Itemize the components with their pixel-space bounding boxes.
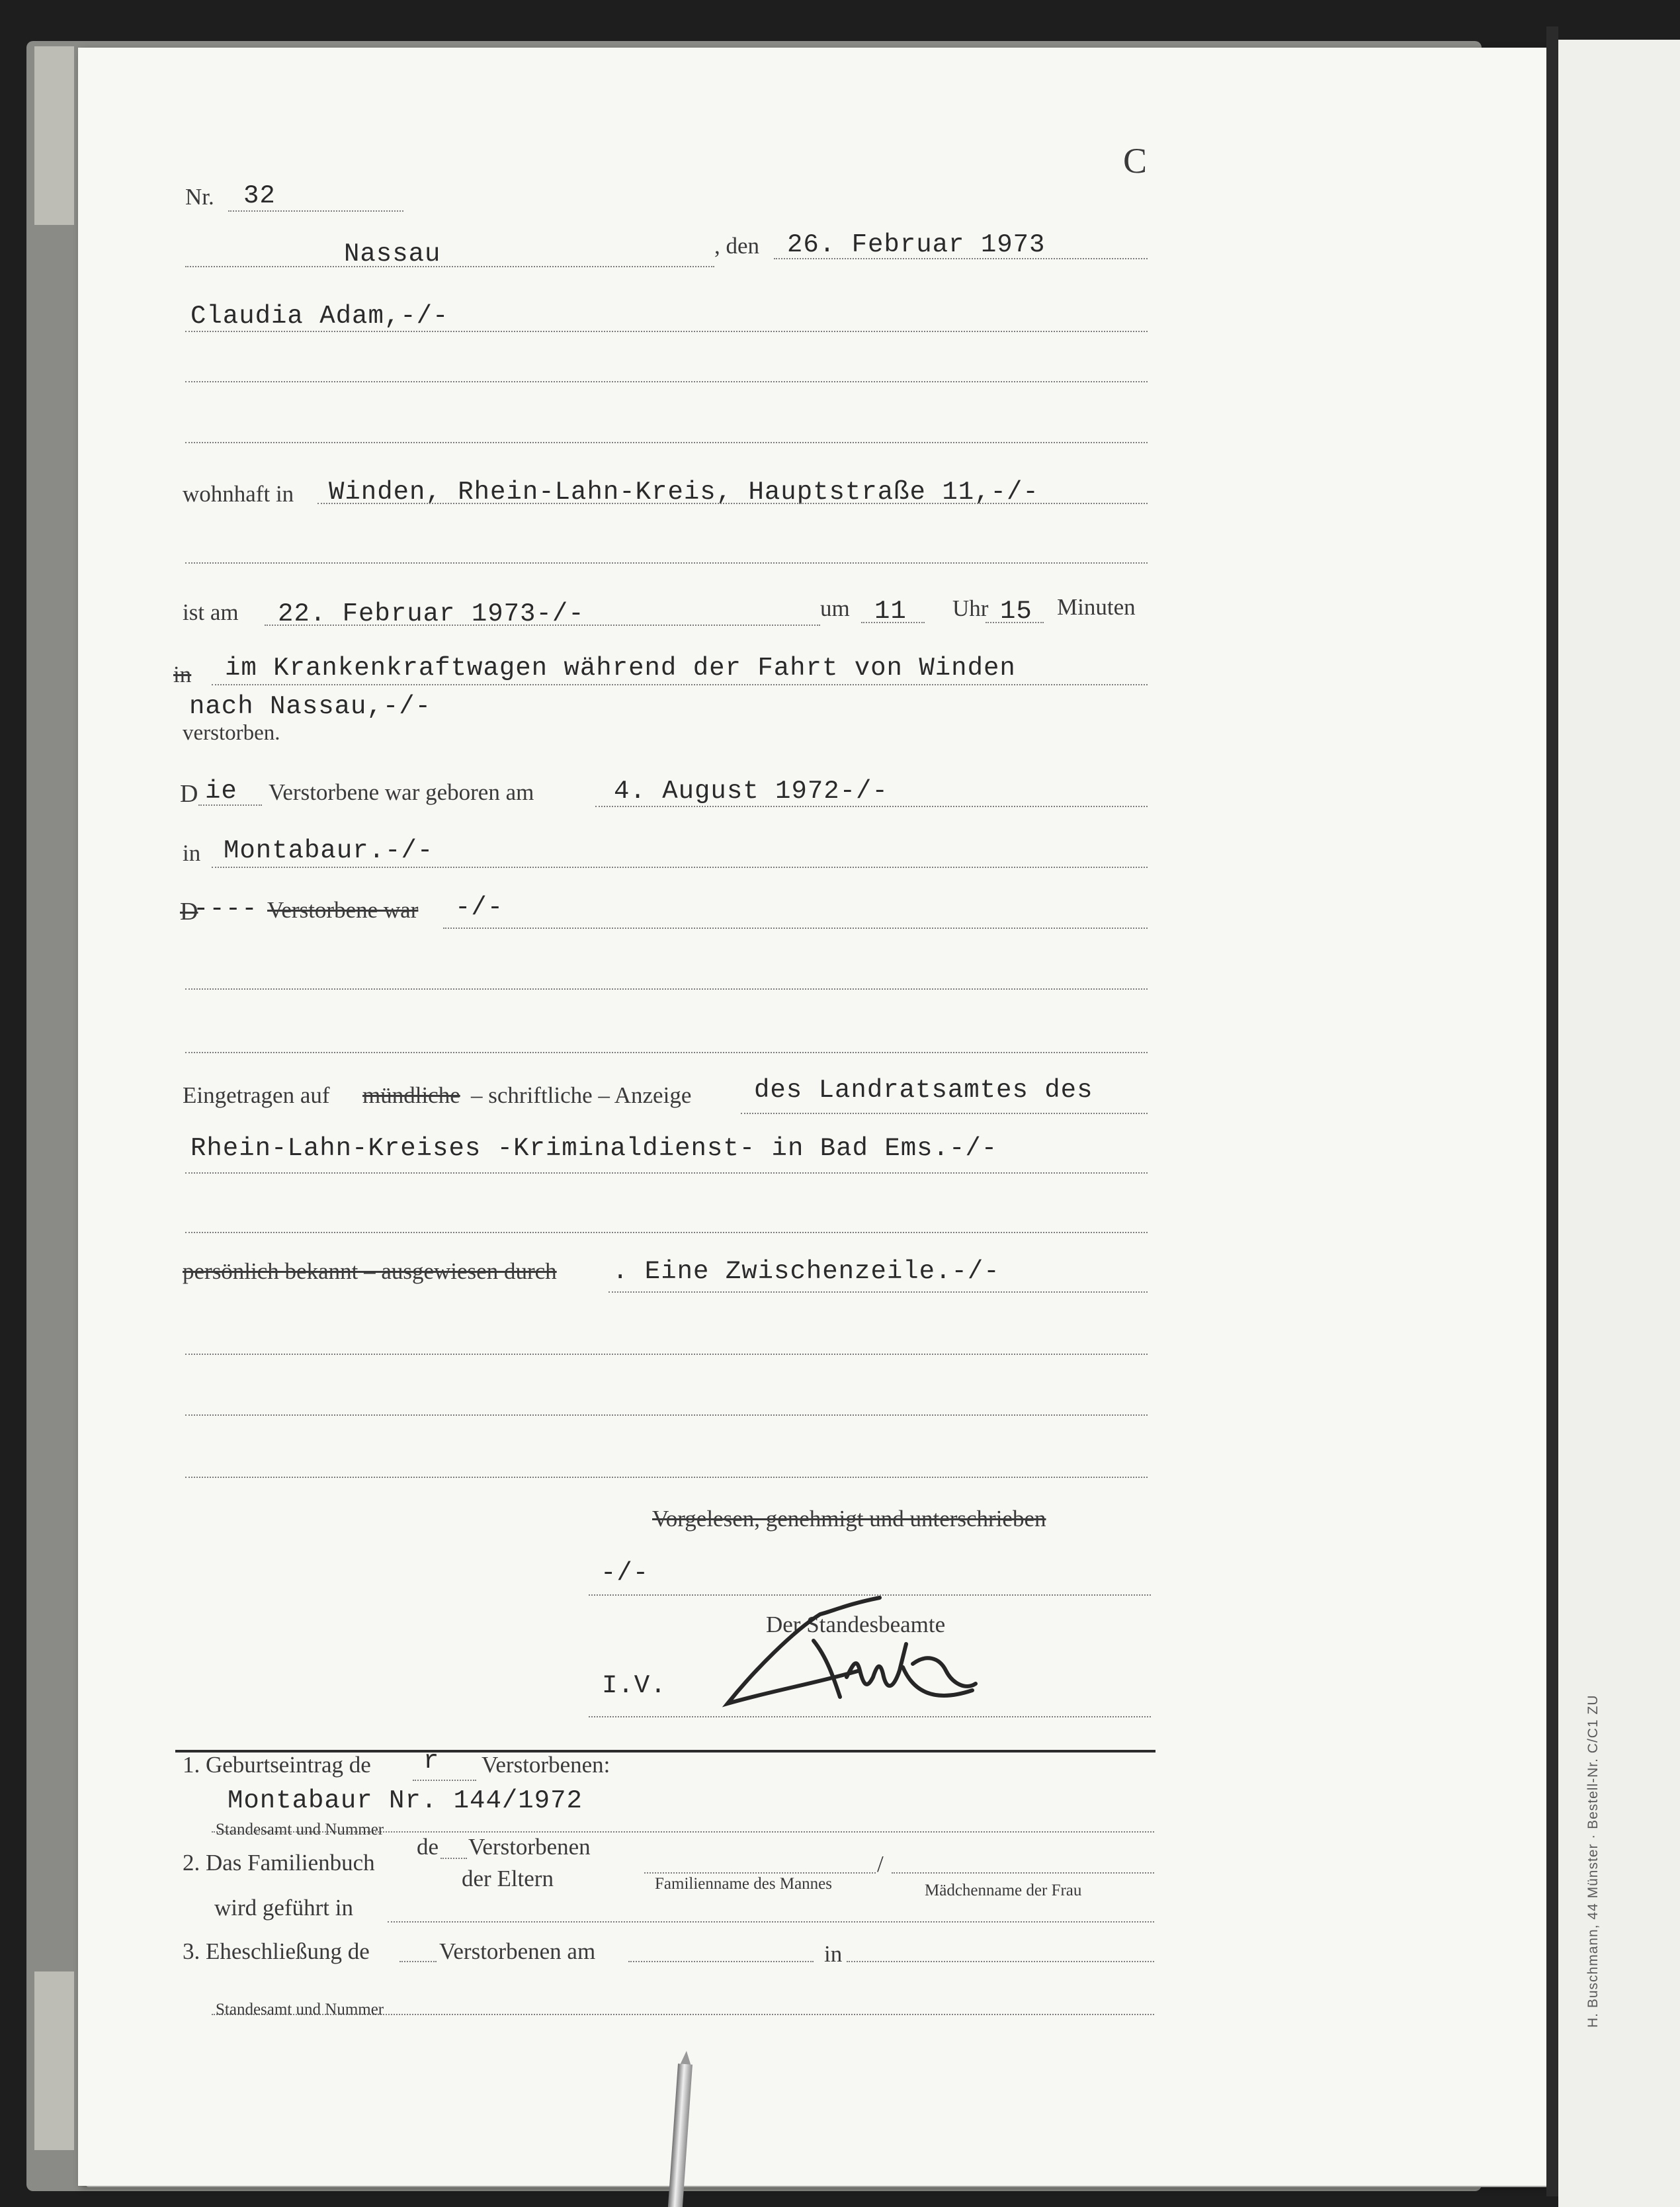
die-prefix: D: [180, 780, 198, 808]
standesamt-nummer-label: Standesamt und Nummer: [216, 1821, 384, 1839]
wird-gefuehrt-label: wird geführt in: [214, 1895, 353, 1921]
book-spine: [1546, 26, 1558, 2196]
blank-rule-4: [185, 1414, 1148, 1416]
den-label: , den: [714, 233, 760, 259]
item1-label: 1. Geburtseintrag de: [183, 1752, 371, 1778]
standesbeamte-label: Der Standesbeamte: [766, 1612, 946, 1637]
form-letter: C: [1123, 141, 1148, 181]
name-rule-1: [185, 331, 1148, 332]
item1-value: Montabaur Nr. 144/1972: [228, 1786, 583, 1815]
minute-value: 15: [1000, 597, 1032, 626]
printer-imprint: H. Buschmann, 44 Münster · Bestell-Nr. C/C1 ZU: [1585, 1694, 1601, 2028]
cover-corner-top: [34, 46, 74, 225]
eingetragen-label: Eingetragen auf: [183, 1082, 330, 1108]
item2-de-rule: [441, 1858, 467, 1859]
place-value: Nassau: [344, 239, 441, 269]
schriftliche-label: – schriftliche – Anzeige: [471, 1082, 692, 1108]
name-value: Claudia Adam,-/-: [190, 302, 449, 331]
verstorbene-war-rule: [443, 928, 1148, 929]
date-rule: [774, 258, 1148, 259]
standesamt-nummer-label-2: Standesamt und Nummer: [216, 2001, 384, 2018]
wohnhaft-value: Winden, Rhein-Lahn-Kreis, Hauptstraße 11,-/-: [329, 478, 1039, 507]
zwischenzeile-rule: [609, 1291, 1148, 1293]
ist-am-label: ist am: [183, 599, 239, 625]
death-date-rule: [265, 625, 820, 626]
birth-date-value: 4. August 1972-/-: [614, 777, 888, 806]
d-struck-dashes: ----: [193, 894, 258, 924]
in-label: in: [183, 840, 201, 866]
anzeige-value-1: des Landratsamtes des: [754, 1076, 1093, 1105]
bekannt-struck: persönlich bekannt – ausgewiesen durch: [183, 1258, 557, 1284]
item2-eltern: der Eltern: [462, 1866, 554, 1891]
wohnhaft-rule: [317, 503, 1148, 504]
item3-de-rule: [399, 1961, 437, 1962]
item3-mid: Verstorbenen am: [439, 1938, 596, 1964]
wird-gefuehrt-rule: [388, 1921, 1154, 1923]
death-place-line-1: im Krankenkraftwagen während der Fahrt von Winden: [225, 654, 1016, 683]
date-value: 26. Februar 1973: [787, 230, 1046, 259]
vorgelesen-struck: Vorgelesen, genehmigt und unterschrieben: [652, 1506, 1046, 1532]
blank-rule-2: [185, 1052, 1148, 1053]
item3-label: 3. Eheschließung de: [183, 1938, 370, 1964]
blank-rule-3: [185, 1354, 1148, 1355]
signature-line-value: -/-: [601, 1559, 650, 1588]
maedchenname-label: Mädchenname der Frau: [925, 1882, 1082, 1899]
nr-rule: [228, 210, 403, 212]
item3-date-rule: [628, 1961, 814, 1962]
familienname-label: Familienname des Mannes: [655, 1875, 832, 1893]
minute-rule: [986, 622, 1044, 623]
item2-de: de: [417, 1834, 439, 1860]
death-date-value: 22. Februar 1973-/-: [278, 599, 585, 628]
death-place-rule: [212, 684, 1148, 685]
iv-value: I.V.: [602, 1671, 667, 1700]
verstorbene-war-value: -/-: [455, 893, 504, 922]
in-struck: in: [173, 662, 192, 687]
item2-slash: /: [877, 1851, 884, 1877]
hour-rule: [861, 622, 925, 623]
item3-in: in: [824, 1941, 843, 1967]
nr-label: Nr.: [185, 184, 214, 210]
wohnhaft-rule-2: [185, 562, 1148, 564]
die-rule: [198, 804, 262, 806]
um-label: um: [820, 595, 850, 621]
die-value: ie: [205, 777, 237, 806]
zwischenzeile-value: . Eine Zwischenzeile.-/-: [612, 1257, 1000, 1286]
cover-corner-bottom: [34, 1971, 74, 2150]
death-place-line-2: nach Nassau,-/-: [189, 692, 432, 721]
place-rule: [185, 266, 714, 267]
hour-value: 11: [874, 597, 907, 626]
birth-date-rule: [595, 806, 1148, 807]
verstorbene-war-struck: Verstorbene war: [267, 897, 419, 923]
familienname-rule: [644, 1872, 876, 1874]
geboren-label: Verstorbene war geboren am: [269, 779, 534, 805]
bleed-through-text: [225, 1502, 230, 1522]
name-rule-3: [185, 442, 1148, 443]
name-rule-2: [185, 381, 1148, 382]
blank-rule-5: [185, 1477, 1148, 1478]
item1-r: r: [423, 1747, 440, 1776]
handwritten-signature: [714, 1591, 992, 1723]
birth-place-rule: [212, 867, 1148, 868]
uhr-label: Uhr: [952, 595, 989, 621]
wohnhaft-label: wohnhaft in: [183, 481, 294, 507]
item3-place-rule: [847, 1961, 1154, 1962]
minuten-label: Minuten: [1057, 594, 1136, 620]
facing-page: [1558, 40, 1680, 2207]
muendliche-struck: mündliche: [362, 1082, 460, 1108]
item2-label: 2. Das Familienbuch: [183, 1850, 375, 1876]
birth-place-value: Montabaur.-/-: [224, 836, 434, 865]
verstorben-label: verstorben.: [183, 721, 280, 745]
nr-value: 32: [243, 181, 276, 210]
item2-verstorbenen: Verstorbenen: [468, 1834, 591, 1860]
d-struck-prefix: D: [180, 898, 198, 926]
item1-r-rule: [413, 1780, 476, 1781]
blank-rule-1: [185, 988, 1148, 990]
anzeige-rule-3: [185, 1232, 1148, 1233]
item1-suffix: Verstorbenen:: [482, 1752, 610, 1778]
anzeige-rule-1: [741, 1113, 1148, 1114]
anzeige-rule-2: [185, 1172, 1148, 1174]
anzeige-value-2: Rhein-Lahn-Kreises -Kriminaldienst- in Bad Ems.-/-: [190, 1134, 998, 1163]
maedchenname-rule: [892, 1872, 1154, 1874]
